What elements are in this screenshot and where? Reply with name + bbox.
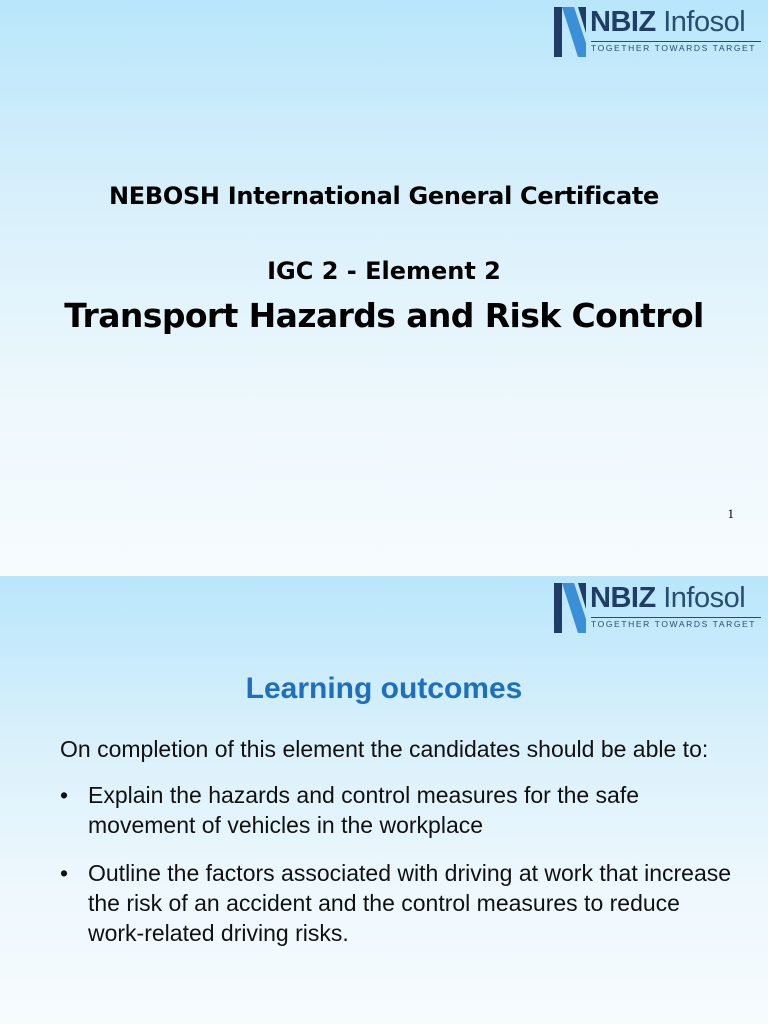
outcomes-body	[60, 734, 740, 966]
list-item-text: Explain the hazards and control measures for the safe movement of vehicles in the workplace	[88, 782, 640, 838]
list-item-text: Outline the factors associated with driving at work that increase the risk of an accident and the control measures to reduce work-related driving risks.	[88, 860, 732, 946]
slide-number: 1	[727, 506, 734, 521]
list-item	[60, 858, 740, 948]
logo-tagline: TOGETHER TOWARDS TARGET	[591, 617, 761, 629]
element-subtitle: IGC 2 - Element 2	[267, 257, 501, 285]
list-item	[60, 780, 740, 840]
certificate-title: NEBOSH International General Certificate	[108, 182, 660, 210]
intro-text: On completion of this element the candidates should be able to:	[60, 736, 709, 762]
logo-tagline: TOGETHER TOWARDS TARGET	[591, 41, 761, 53]
slide-title: Transport Hazards and Risk Control	[64, 296, 704, 335]
bullet-icon: •	[60, 782, 69, 808]
logo-mark-icon	[552, 3, 588, 59]
learning-outcomes-slide	[0, 576, 768, 1024]
logo-mark-icon	[552, 579, 588, 635]
company-logo	[552, 3, 762, 59]
bullet-icon: •	[60, 860, 69, 886]
section-heading: Learning outcomes	[245, 672, 523, 705]
company-logo	[552, 579, 762, 635]
logo-name: NBIZ Infosol	[590, 6, 746, 38]
logo-name: NBIZ Infosol	[590, 582, 746, 614]
